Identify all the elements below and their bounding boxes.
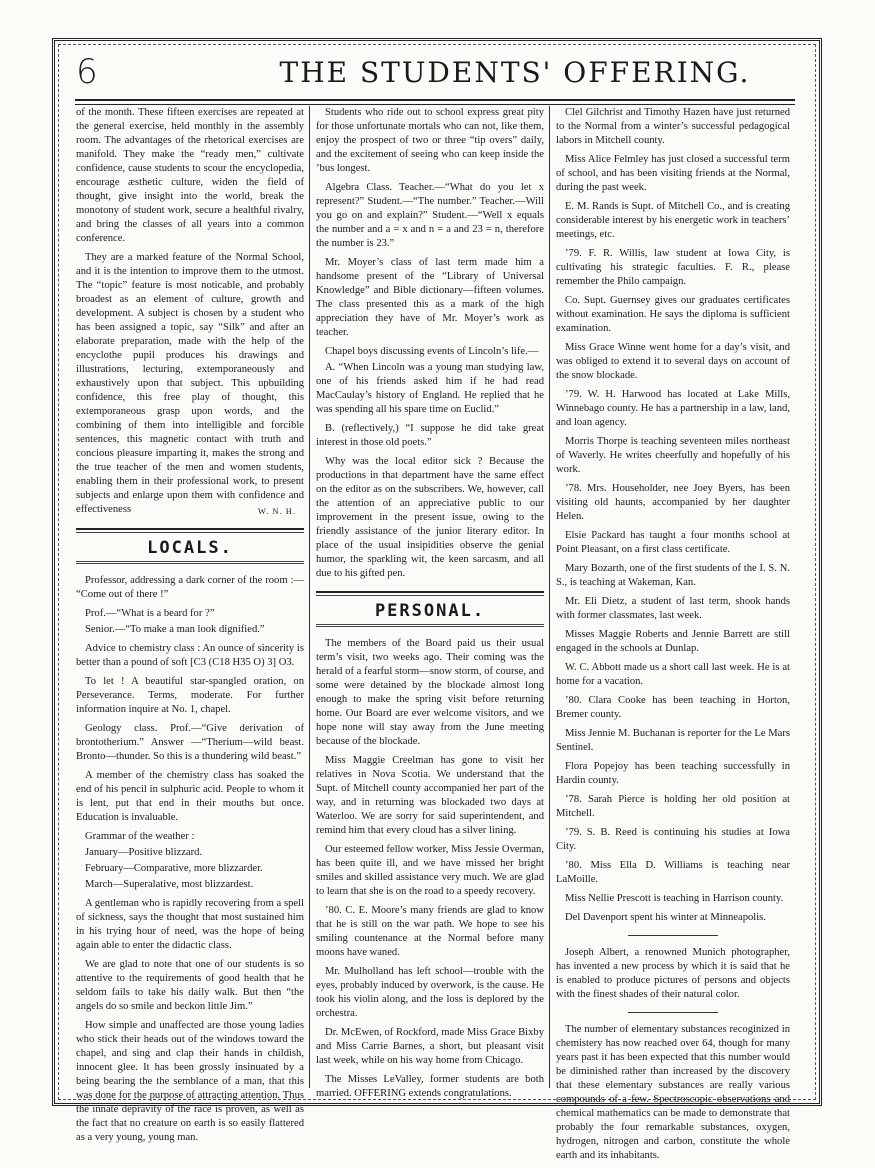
article-paragraph: of the month. These fifteen exercises are repeated at the general exercise, held monthly in the assembly room. The advantages of the rhetorical exercises are manifold. They make the “ready men,” cultivate confidence, cause students to scour the encyclopedia, encourage æsthetic culture, widen the field of thought, give insight into the world, break the monotony of student work, secure a healthful rivalry, and bring the classes of all years into a common conference. [76,107,304,244]
article-paragraph: ’79. W. H. Harwood has located at Lake Mills, Winnebago county. He has a partnership in a law, land, and loan agency. [556,389,790,428]
article-paragraph: Prof.—“What is a beard for ?” [85,608,215,619]
separator-rule [628,935,718,936]
section-rule [76,561,304,564]
column-1 [76,106,304,1150]
page-number: 6 [76,52,98,92]
article-paragraph: We are glad to note that one of our students is so attentive to the requirements of good health that he seldom fails to take his daily walk. But then “the angels do so smile and beckon little Jim.” [76,959,304,1012]
article-paragraph: Misses Maggie Roberts and Jennie Barrett are still engaged in the schools at Dunlap. [556,629,790,654]
article-paragraph: Advice to chemistry class : An ounce of sincerity is better than a pound of soft [C3 (C18 H35 O) 3] O3. [76,643,304,668]
article-paragraph: Why was the local editor sick ? Because the productions in that department have the same effect on the editor as on the subscribers. We, however, call the attention of an appreciative public to our improvement in the present issue, owing to the friendly assistance of the junior literary editor. In place of the usual insipidities observe the genial humor, the sparkling wit, the keen sarcasm, and all due to his gifted pen. [316,456,544,579]
column-3 [556,106,790,1168]
article-paragraph: To let ! A beautiful star-spangled oration, on Perseverance. Terms, moderate. For further information inquire at No. 1, chapel. [76,676,304,715]
article-paragraph: Mr. Moyer’s class of last term made him a handsome present of the “Library of Universal Knowledge” and Bible dictionary—fifteen volumes. The class presented this as a mark of the high appreciation they have of Mr. Moyer’s work as teacher. [316,257,544,338]
article-paragraph: March—Superalative, most blizzardest. [85,879,254,890]
article-paragraph: Senior.—“To make a man look dignified.” [85,624,265,635]
article-paragraph: February—Comparative, more blizzarder. [85,863,263,874]
article-paragraph: Elsie Packard has taught a four months school at Point Pleasant, on a first class certificate. [556,530,790,555]
article-paragraph: Mr. Eli Dietz, a student of last term, shook hands with former classmates, last week. [556,596,790,621]
section-heading: LOCALS. [147,538,233,558]
article-paragraph: ’78. Sarah Pierce is holding her old position at Mitchell. [556,794,790,819]
article-paragraph: Algebra Class. Teacher.—“What do you let x represent?” Student.—“The number.” Teacher.—Will you go on and explain?” Student.—“Well x equals the number and a = x and n = a and 23 = n, therefore the number is 23.” [316,182,544,249]
article-paragraph: The number of elementary substances recoginized in chemistery has now reached over 64, though for many years past it has been expected that this number would be diminished rather than increased by the discovery that these elementary substances are really various compounds of a few. Spectroscopic observations and chemical mathematics can be made to demonstrate that probably the four remarkable substances, oxygen, hydrogen, nitrogen and carbon, constitute the whole earth and its inhabitants. [556,1024,790,1161]
article-paragraph: Professor, addressing a dark corner of the room :— “Come out of there !” [76,575,304,600]
header-rule [75,99,795,105]
article-paragraph: January—Positive blizzard. [85,847,203,858]
article-paragraph: ’80. Clara Cooke has been teaching in Horton, Bremer county. [556,695,790,720]
article-paragraph: They are a marked feature of the Normal School, and it is the intention to improve them to the utmost. The “topic” feature is most noticable, and probably broadest as an element of culture, growth and development. A subject is chosen by a student who has been assigned a topic, say “Silk” and after an elaborate preparation, made with the help of the encyclothe pupil produces his drawings and illustrations, lecturing, extemporaneously and exhaustively upon that subject. This upbuilding confidence, this free play of thought, this extemporaneous grasp upon words, and the combining of them into intelligible and forcible sentences, this magnetic contact with truth and concious pleasure imparting it, makes the strong and the true teacher of the men and women students, enabling them in their professional work, to present subjects and enlarge upon them with confidence and effectiveness [76,252,304,515]
section-rule [76,528,304,533]
article-paragraph: ’79. S. B. Reed is continuing his studies at Iowa City. [556,827,790,852]
article-paragraph: ’80. Miss Ella D. Williams is teaching near LaMoille. [556,860,790,885]
section-heading: PERSONAL. [374,601,486,621]
section-rule [316,624,544,627]
article-paragraph: W. C. Abbott made us a short call last week. He is at home for a vacation. [556,662,790,687]
article-paragraph: Mary Bozarth, one of the first students of the I. S. N. S., is teaching at Wakeman, Kan. [556,563,790,588]
article-paragraph: B. (reflectively,) “I suppose he did take great interest in those old poets.” [316,423,544,448]
article-paragraph: Chapel boys discussing events of Lincoln’s life.— [325,346,539,357]
article-paragraph: E. M. Rands is Supt. of Mitchell Co., and is creating considerable interest by his energetic work in teachers’ meetings, etc. [556,201,790,240]
section-rule [316,591,544,596]
article-paragraph: ’79. F. R. Willis, law student at Iowa City, is cultivating his strategic faculties. F. R., please remember the Philo campaign. [556,248,790,287]
masthead-title: THE STUDENTS' OFFERING. [279,56,751,89]
article-paragraph: Mr. Mulholland has left school—trouble with the eyes, probably induced by overwork, is the cause. He took his violin along, and the loss is deplored by the orchestra. [316,966,544,1019]
article-paragraph: ’78. Mrs. Householder, nee Joey Byers, has been visiting old haunts, accompanied by her daughter Helen. [556,483,790,522]
article-paragraph: Miss Nellie Prescott is teaching in Harrison county. [565,893,784,904]
article-paragraph: A gentleman who is rapidly recovering from a spell of sickness, says the thought that most sustained him in his trying hour of need, was the hope of being again able to enter the didactic class. [76,898,304,951]
article-paragraph: A member of the chemistry class has soaked the end of his pencil in sulphuric acid. People to whom it is lent, put that end in their mouths but once. Education is invaluable. [76,770,304,823]
article-paragraph: Joseph Albert, a renowned Munich photographer, has invented a new process by which it is said that he is enabled to produce pictures of persons and objects with the finest shades of their natural color. [556,947,790,1000]
article-paragraph: How simple and unaffected are those young ladies who stick their heads out of the windows toward the chapel, and sing and clap their hands in childish, innocent glee. It has been grossly insinuated by a being bearing the the semblance of a man, that this was done for the purpose of attracting attention. Thus the innate depravity of the race is proven, as well as the fact that no creature on earth is so easily flattered as a very young, young man. [76,1020,304,1143]
column-2 [316,106,544,1106]
column-divider [309,106,310,1088]
article-paragraph: The Misses LeValley, former students are both married. OFFERING extends congratulations. [316,1074,544,1099]
article-paragraph: Clel Gilchrist and Timothy Hazen have just returned to the Normal from a winter’s successful pedagogical labors in Mitchell county. [556,107,790,146]
column-divider [549,106,550,1088]
article-paragraph: ’80. C. E. Moore’s many friends are glad to know that he is still on the war path. We hope to see his smiling countenance at the Normal before many moons have waned. [316,905,544,958]
separator-rule [628,1012,718,1013]
article-paragraph: Grammar of the weather : [85,831,195,842]
article-paragraph: Miss Grace Winne went home for a day’s visit, and was obliged to extend it to several days on account of the snow blockade. [556,342,790,381]
article-paragraph: Morris Thorpe is teaching seventeen miles northeast of Waverly. He writes cheerfully and hopefully of his work. [556,436,790,475]
article-paragraph: A. “When Lincoln was a young man studying law, one of his friends asked him if he had read MacCaulay’s history of England. He replied that he was spending all his spare time on Euclid.” [316,362,544,415]
article-paragraph: Del Davenport spent his winter at Minneapolis. [565,912,766,923]
article-paragraph: Miss Jennie M. Buchanan is reporter for the Le Mars Sentinel. [556,728,790,753]
article-paragraph: Dr. McEwen, of Rockford, made Miss Grace Bixby and Miss Carrie Barnes, a short, but pleasant visit last week, while on his way home from Chicago. [316,1027,544,1066]
article-paragraph: The members of the Board paid us their usual term’s visit, two weeks ago. Their coming was the herald of a fearful storm—snow storm, of course, and some were detained by the blockade almost long enough to make the spring visit before returning home. Our Board are ever welcome visitors, and we hope none will stay away from the June meeting because of the blockade. [316,638,544,747]
article-paragraph: Our esteemed fellow worker, Miss Jessie Overman, has been quite ill, and we have missed her bright smiles and skilled assistance very much. We are glad to learn that she is on the road to a speedy recovery. [316,844,544,897]
article-paragraph: Flora Popejoy has been teaching successfully in Hardin county. [556,761,790,786]
article-paragraph: Miss Alice Felmley has just closed a successful term of school, and has been visiting friends at the Normal, during the past week. [556,154,790,193]
article-paragraph: Miss Maggie Creelman has gone to visit her relatives in Nova Scotia. We understand that the Supt. of Mitchell county accompanied her part of the way, and in returning was blockaded two days at Waterloo. We are sorry for said superintendent, and remind him that every cloud has a silver lining. [316,755,544,836]
article-paragraph: Students who ride out to school express great pity for those unfortunate mortals who can not, like them, enjoy the prospect of two or three “tip overs” daily, and the excitement of seeing who can keep inside the ’bus longest. [316,107,544,174]
article-paragraph: Co. Supt. Guernsey gives our graduates certificates without examination. He says the diploma is sufficient examination. [556,295,790,334]
author-signature: W. N. H. [257,506,296,516]
article-paragraph: Geology class. Prof.—“Give derivation of brontotherium.” Answer —“Therium—wild beast. Bronto—thunder. So this is a thundering wild beast.” [76,723,304,762]
